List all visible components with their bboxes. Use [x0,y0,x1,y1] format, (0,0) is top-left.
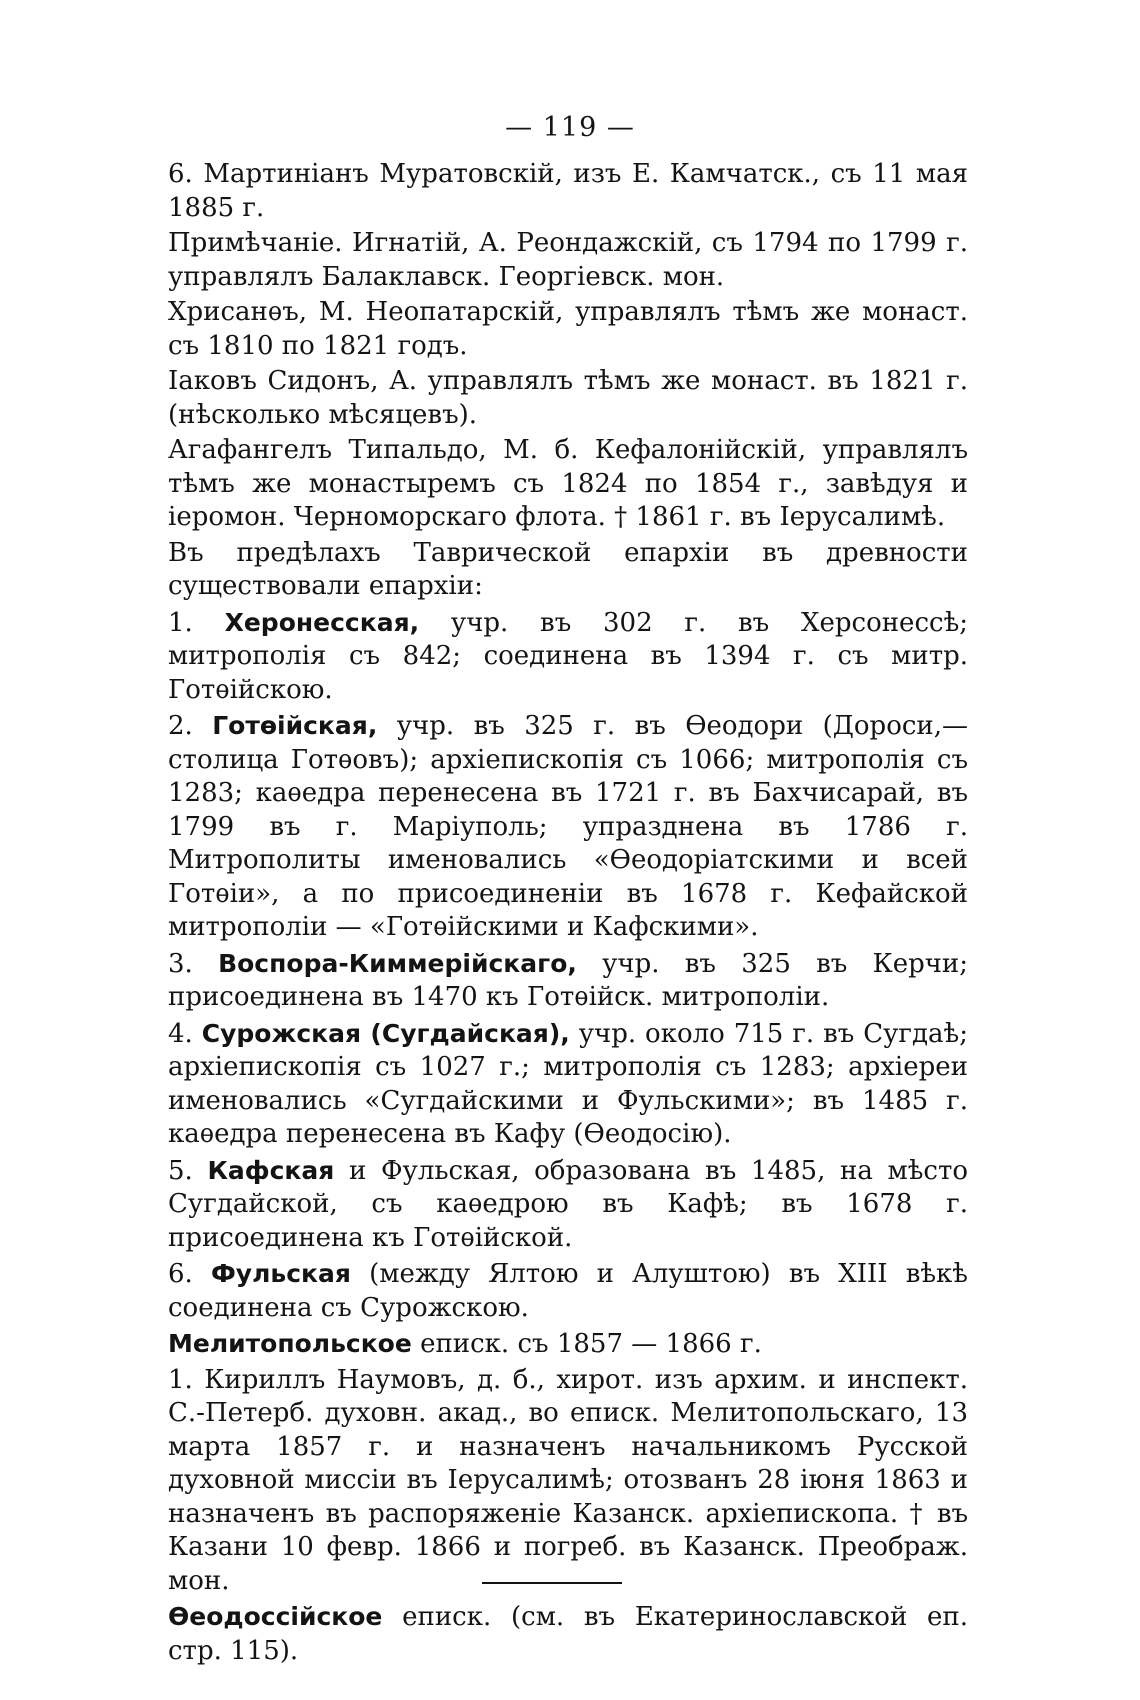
text-run: учр. около 715 г. въ Сугдаѣ; архіепископія съ 1027 г.; митрополія съ 1283; архіереи именовались «Сугдайскими и Фульскими»; въ 1485 г. каѳедра перенесена въ Кафу (Ѳеодосію). [168,1018,968,1149]
paragraph [168,947,968,1015]
page-text [168,158,968,1670]
text-run: Агафангелъ Типальдо, М. б. Кефалонійскій, управлялъ тѣмъ же монастыремъ съ 1824 по 1854 г., завѣдуя и іеромон. Черноморскаго флота. † 1861 г. въ Іерусалимѣ. [168,435,968,532]
text-run: 3. [168,948,219,979]
text-run: (между Ялтою и Алуштою) въ XIII вѣкѣ соединена съ Сурожскою. [168,1259,968,1323]
paragraph [168,1327,968,1362]
bold-heading-run: Ѳеодоссійское [168,1602,383,1631]
paragraph [168,1154,968,1256]
text-run: еписк. съ 1857 — 1866 г. [411,1329,762,1359]
text-run: учр. въ 302 г. въ Херсонессѣ; митрополія съ 842; соединена въ 1394 г. съ митр. Готѳійскою. [168,607,969,705]
paragraph [168,158,968,225]
paragraph [168,606,968,708]
bold-heading-run: Воспора-Киммерійскаго, [218,948,577,978]
text-run: 1. [168,607,225,638]
text-run: еписк. (см. въ Екатеринославской еп. стр. 115). [168,1602,968,1666]
text-run: Хрисанѳъ, М. Неопатарскій, управлялъ тѣмъ же монаст. съ 1810 по 1821 годъ. [168,297,968,361]
bold-heading-run: Кафская [207,1155,335,1185]
bold-heading-run: Мелитопольское [168,1329,412,1358]
text-run: Въ предѣлахъ Таврической епархіи въ древности существовали епархіи: [168,537,968,601]
text-run: учр. въ 325 г. въ Ѳеодори (Дороси,— столица Готѳовъ); архіепископія съ 1066; митрополія съ 1283; каѳедра перенесена въ 1721 г. въ Бахчисарай, въ 1799 въ г. Маріуполь; упразднена въ 1786 г. Митрополиты именовались «Ѳеодоріатскими и всей Готѳіи», а по присоединеніи въ 1678 г. Кефайской митрополіи — «Готѳійскими и Кафскими». [168,711,969,942]
text-run: 6. Мартиніанъ Муратовскій, изъ Е. Камчатск., съ 11 мая 1885 г. [168,159,968,223]
paragraph [168,296,968,363]
section-end-rule [482,1582,622,1584]
text-run: 1. Кириллъ Наумовъ, д. б., хирот. изъ архим. и инспект. С.-Петерб. духовн. акад., во еписк. Мелитопольскаго, 13 марта 1857 г. и назначенъ начальникомъ Русской духовной миссіи въ Іерусалимѣ; отозванъ 28 іюня 1863 и назначенъ въ распоряженіе Казанск. архіепископа. † въ Казани 10 февр. 1866 и погреб. въ Казанск. Преображ. мон. [168,1364,968,1596]
text-run: 4. [168,1018,202,1049]
paragraph [168,1017,968,1152]
text-run: Примѣчаніе. Игнатій, А. Реондажскій, съ 1794 по 1799 г. управлялъ Балаклавск. Георгіевск. мон. [168,228,968,292]
paragraph [168,227,968,294]
paragraph [168,365,968,432]
text-run: 2. [168,711,213,741]
text-run: учр. въ 325 въ Керчи; присоединена въ 1470 къ Готѳійск. митрополіи. [168,948,968,1012]
paragraph [168,434,968,535]
paragraph [168,537,968,604]
page-number: — 119 — [505,112,635,143]
text-run: и Фульская, образована въ 1485, на мѣсто Сугдайской, съ каѳедрою въ Кафѣ; въ 1678 г. присоединена къ Готѳійской. [168,1155,968,1253]
text-run: 5. [168,1155,208,1186]
paragraph [168,709,968,945]
bold-heading-run: Херонесская, [224,607,420,637]
text-run: Іаковъ Сидонъ, А. управлялъ тѣмъ же монаст. въ 1821 г. (нѣсколько мѣсяцевъ). [168,366,968,430]
paragraph [168,1257,968,1325]
text-run: 6. [168,1259,211,1289]
bold-heading-run: Фульская [211,1259,351,1288]
bold-heading-run: Сурожская (Сугдайская), [201,1018,570,1048]
paragraph [168,1600,968,1668]
bold-heading-run: Готѳійская, [212,711,378,740]
paragraph [168,1364,968,1599]
